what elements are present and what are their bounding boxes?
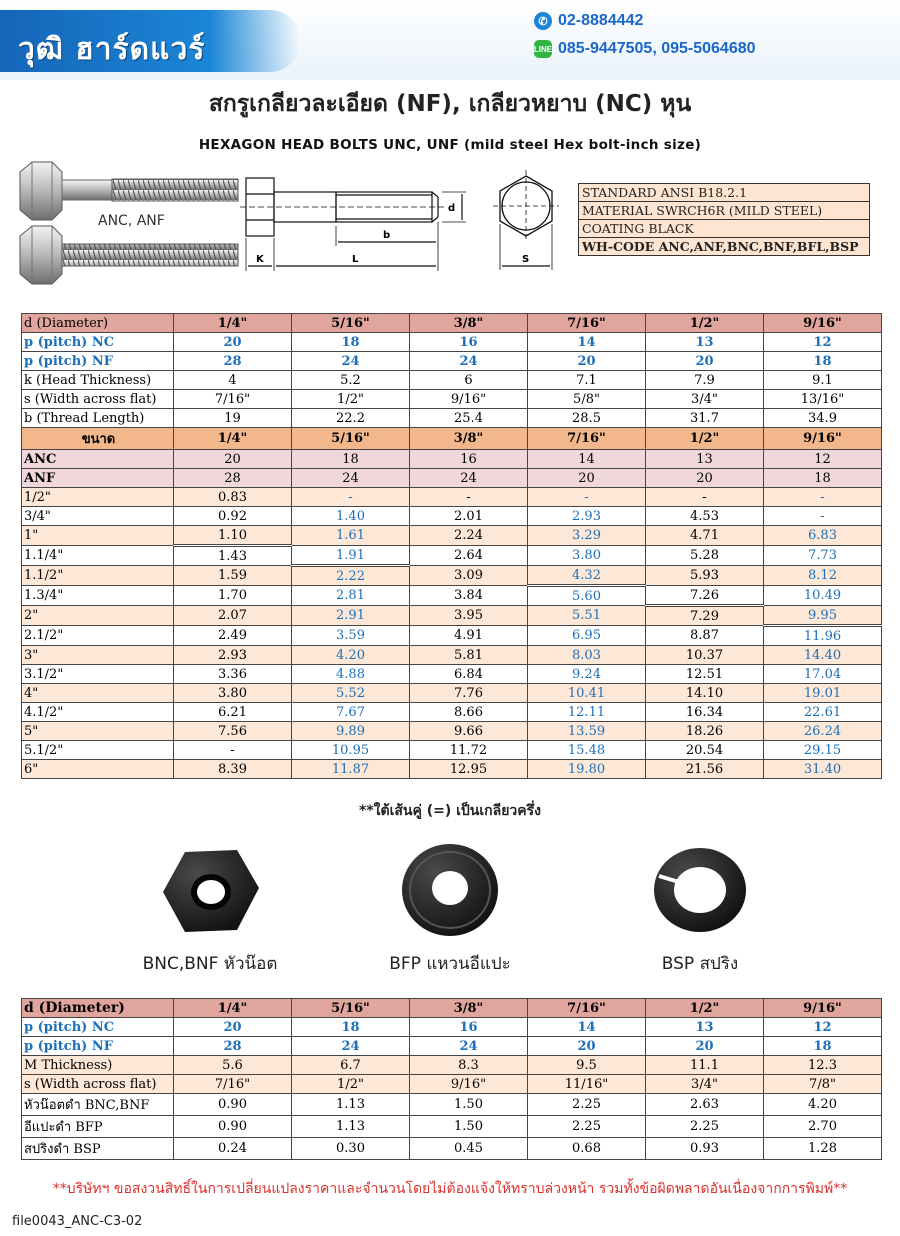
- length-row-cell: 1.91: [292, 546, 410, 566]
- length-row-cell: -: [528, 488, 646, 507]
- pitch-nc-row-cell: 16: [410, 333, 528, 352]
- pitch-nf-row-cell: 20: [646, 352, 764, 371]
- pitch-nf-row-cell: 28: [174, 352, 292, 371]
- length-row-cell: 7.67: [292, 703, 410, 722]
- m-thickness-row-cell: 9.5: [528, 1056, 646, 1075]
- spring-price-row-cell: 0.68: [528, 1138, 646, 1160]
- length-row-cell: -: [764, 507, 882, 526]
- diameter-row: [22, 314, 882, 333]
- thread-length-row-label: b (Thread Length): [22, 409, 174, 428]
- length-row-cell: 7.26: [646, 586, 764, 606]
- anc-row-cell: 16: [410, 450, 528, 469]
- thread-length-row-cell: 34.9: [764, 409, 882, 428]
- m-thickness-row-label: M Thickness): [22, 1056, 174, 1075]
- length-row: [22, 760, 882, 779]
- length-row-label: 1.1/2": [22, 566, 174, 586]
- washer-price-row-label: อีแปะดำ BFP: [22, 1116, 174, 1138]
- length-row-label: 1.3/4": [22, 586, 174, 606]
- length-row-cell: 2.93: [528, 507, 646, 526]
- length-row-cell: 7.76: [410, 684, 528, 703]
- length-row-cell: 10.41: [528, 684, 646, 703]
- file-tag: file0043_ANC-C3-02: [12, 1214, 143, 1229]
- diameter-row-cell: 1/4": [174, 314, 292, 333]
- length-row-cell: 14.40: [764, 646, 882, 665]
- length-row: [22, 586, 882, 606]
- dim-label-k: K: [256, 254, 264, 265]
- length-row-label: 1": [22, 526, 174, 546]
- washer-price-row-cell: 2.25: [646, 1116, 764, 1138]
- diameter-row-cell: 7/16": [528, 314, 646, 333]
- pitch-nf-row-cell: 18: [764, 352, 882, 371]
- spring-price-row-cell: 0.30: [292, 1138, 410, 1160]
- length-row-cell: 6.84: [410, 665, 528, 684]
- length-row: [22, 526, 882, 546]
- length-row-cell: 3.09: [410, 566, 528, 586]
- anc-row-cell: 12: [764, 450, 882, 469]
- length-row-cell: 17.04: [764, 665, 882, 684]
- length-row-cell: 2.91: [292, 606, 410, 626]
- spring-price-row-cell: 0.45: [410, 1138, 528, 1160]
- brand-logo: [0, 10, 300, 72]
- size-header-row-cell: 3/8": [410, 428, 528, 450]
- thread-length-row-cell: 19: [174, 409, 292, 428]
- spring-washer-photo: [645, 840, 755, 940]
- length-row-label: 6": [22, 760, 174, 779]
- width-across-flat-row-cell: 13/16": [764, 390, 882, 409]
- length-row-cell: 11.96: [764, 626, 882, 646]
- m-thickness-row-cell: 5.6: [174, 1056, 292, 1075]
- pitch-nf-row-2-cell: 24: [292, 1037, 410, 1056]
- length-row-cell: 26.24: [764, 722, 882, 741]
- length-row-cell: 5.52: [292, 684, 410, 703]
- nut-photo: [155, 840, 265, 940]
- width-across-flat-row-2-cell: 9/16": [410, 1075, 528, 1094]
- diameter-row-2-cell: 1/4": [174, 999, 292, 1018]
- thread-length-row-cell: 28.5: [528, 409, 646, 428]
- pitch-nf-row-2-cell: 18: [764, 1037, 882, 1056]
- anc-row: [22, 450, 882, 469]
- spec-wh-code: WH-CODE ANC,ANF,BNC,BNF,BFL,BSP: [579, 238, 870, 256]
- washer-price-row-cell: 2.70: [764, 1116, 882, 1138]
- length-row-cell: 1.10: [174, 526, 292, 546]
- line-app-icon: LINE: [534, 40, 552, 58]
- length-row-cell: 10.37: [646, 646, 764, 665]
- nut-price-row-cell: 1.13: [292, 1094, 410, 1116]
- length-row-cell: 8.87: [646, 626, 764, 646]
- anc-row-cell: 18: [292, 450, 410, 469]
- length-row-cell: 20.54: [646, 741, 764, 760]
- length-row-cell: 6.95: [528, 626, 646, 646]
- length-row-cell: -: [764, 488, 882, 507]
- pitch-nf-row-label: p (pitch) NF: [22, 352, 174, 371]
- line-number: 085-9447505, 095-5064680: [558, 40, 756, 57]
- pitch-nf-row-cell: 20: [528, 352, 646, 371]
- length-row: [22, 488, 882, 507]
- diameter-row-cell: 1/2": [646, 314, 764, 333]
- length-row-cell: 14.10: [646, 684, 764, 703]
- pitch-nc-row-cell: 18: [292, 333, 410, 352]
- length-row-cell: 31.40: [764, 760, 882, 779]
- anc-row-cell: 13: [646, 450, 764, 469]
- m-thickness-row-cell: 8.3: [410, 1056, 528, 1075]
- pitch-nf-row-2-cell: 20: [646, 1037, 764, 1056]
- length-row: [22, 626, 882, 646]
- page-title: สกรูเกลียวละเอียด (NF), เกลียวหยาบ (NC) หุน: [208, 91, 692, 117]
- pitch-nc-row-cell: 12: [764, 333, 882, 352]
- m-thickness-row-cell: 12.3: [764, 1056, 882, 1075]
- size-header-row-cell: 1/2": [646, 428, 764, 450]
- anf-row: [22, 469, 882, 488]
- spring-price-row-label: สปริงดำ BSP: [22, 1138, 174, 1160]
- phone-number: 02-8884442: [558, 12, 644, 29]
- diameter-row-cell: 5/16": [292, 314, 410, 333]
- width-across-flat-row-cell: 9/16": [410, 390, 528, 409]
- pitch-nc-row: [22, 333, 882, 352]
- length-row-cell: 4.32: [528, 566, 646, 586]
- length-row-cell: 1.59: [174, 566, 292, 586]
- washer-price-row-cell: 1.13: [292, 1116, 410, 1138]
- pitch-nc-row-2-cell: 14: [528, 1018, 646, 1037]
- diameter-row-cell: 9/16": [764, 314, 882, 333]
- length-row-cell: 2.01: [410, 507, 528, 526]
- length-row: [22, 566, 882, 586]
- spec-standard: STANDARD ANSI B18.2.1: [579, 184, 870, 202]
- length-row-cell: 12.11: [528, 703, 646, 722]
- length-row: [22, 703, 882, 722]
- width-across-flat-row-label: s (Width across flat): [22, 390, 174, 409]
- length-row-cell: 4.71: [646, 526, 764, 546]
- anf-row-cell: 20: [528, 469, 646, 488]
- head-thickness-row-cell: 7.9: [646, 371, 764, 390]
- length-row-cell: 7.73: [764, 546, 882, 566]
- brand-name: วุฒิ ฮาร์ดแวร์: [18, 32, 206, 67]
- length-row-label: 2.1/2": [22, 626, 174, 646]
- length-row-cell: 7.56: [174, 722, 292, 741]
- washer-price-row-cell: 1.50: [410, 1116, 528, 1138]
- pitch-nf-row-2: [22, 1037, 882, 1056]
- product-washer: [360, 840, 540, 977]
- width-across-flat-row-2: [22, 1075, 882, 1094]
- anf-row-cell: 20: [646, 469, 764, 488]
- length-row-cell: 3.95: [410, 606, 528, 626]
- length-row-cell: 22.61: [764, 703, 882, 722]
- length-row-cell: -: [174, 741, 292, 760]
- anf-row-cell: 24: [292, 469, 410, 488]
- head-thickness-row-cell: 6: [410, 371, 528, 390]
- length-row-label: 3.1/2": [22, 665, 174, 684]
- length-row: [22, 507, 882, 526]
- diameter-row-cell: 3/8": [410, 314, 528, 333]
- length-row-cell: 6.83: [764, 526, 882, 546]
- size-header-row-label: ขนาด: [22, 428, 174, 450]
- width-across-flat-row-2-label: s (Width across flat): [22, 1075, 174, 1094]
- width-across-flat-row-cell: 3/4": [646, 390, 764, 409]
- length-row-cell: 3.29: [528, 526, 646, 546]
- size-header-row-cell: 9/16": [764, 428, 882, 450]
- pitch-nc-row-label: p (pitch) NC: [22, 333, 174, 352]
- length-row-cell: 19.80: [528, 760, 646, 779]
- m-thickness-row: [22, 1056, 882, 1075]
- length-row-cell: 21.56: [646, 760, 764, 779]
- spring-price-row: [22, 1138, 882, 1160]
- washer-photo: [395, 840, 505, 940]
- length-row-label: 5.1/2": [22, 741, 174, 760]
- length-row: [22, 646, 882, 665]
- bolt-caption: ANC, ANF: [98, 213, 165, 229]
- size-header-row-cell: 5/16": [292, 428, 410, 450]
- length-row-cell: 10.95: [292, 741, 410, 760]
- bolt-top: [20, 162, 238, 220]
- m-thickness-row-cell: 6.7: [292, 1056, 410, 1075]
- length-row-cell: 0.92: [174, 507, 292, 526]
- length-row-cell: 8.39: [174, 760, 292, 779]
- pitch-nc-row-2-cell: 20: [174, 1018, 292, 1037]
- length-row-cell: 2.81: [292, 586, 410, 606]
- length-row-cell: 4.20: [292, 646, 410, 665]
- pitch-nf-row: [22, 352, 882, 371]
- length-row-cell: 3.84: [410, 586, 528, 606]
- length-row-cell: 5.28: [646, 546, 764, 566]
- length-row-cell: 19.01: [764, 684, 882, 703]
- length-row-label: 4": [22, 684, 174, 703]
- washer-price-row-cell: 0.90: [174, 1116, 292, 1138]
- phone-icon: ✆: [534, 12, 552, 30]
- length-row: [22, 665, 882, 684]
- pitch-nf-row-cell: 24: [292, 352, 410, 371]
- spec-box: [578, 183, 870, 256]
- nut-price-row-cell: 2.25: [528, 1094, 646, 1116]
- diameter-row-2-label: d (Diameter): [22, 999, 174, 1018]
- length-row-cell: 9.24: [528, 665, 646, 684]
- dim-label-d: d: [448, 203, 456, 214]
- length-row-cell: 1.40: [292, 507, 410, 526]
- length-row-cell: 4.91: [410, 626, 528, 646]
- pitch-nc-row-cell: 14: [528, 333, 646, 352]
- length-row-cell: 9.89: [292, 722, 410, 741]
- size-header-row-cell: 1/4": [174, 428, 292, 450]
- dim-label-l: L: [352, 254, 359, 265]
- anc-row-cell: 14: [528, 450, 646, 469]
- spring-price-row-cell: 0.24: [174, 1138, 292, 1160]
- head-thickness-row-cell: 5.2: [292, 371, 410, 390]
- pitch-nc-row-cell: 13: [646, 333, 764, 352]
- nut-price-row: [22, 1094, 882, 1116]
- nut-price-row-cell: 1.50: [410, 1094, 528, 1116]
- length-row-cell: 2.93: [174, 646, 292, 665]
- length-row: [22, 684, 882, 703]
- nut-price-row-cell: 4.20: [764, 1094, 882, 1116]
- pitch-nc-row-2-cell: 12: [764, 1018, 882, 1037]
- line-contact: [534, 40, 756, 58]
- length-row-cell: 8.12: [764, 566, 882, 586]
- length-row-cell: 10.49: [764, 586, 882, 606]
- spring-price-row-cell: 1.28: [764, 1138, 882, 1160]
- width-across-flat-row-2-cell: 7/8": [764, 1075, 882, 1094]
- anf-row-label: ANF: [22, 469, 174, 488]
- dim-label-s: S: [522, 254, 530, 265]
- length-row: [22, 741, 882, 760]
- length-row-cell: 13.59: [528, 722, 646, 741]
- length-row-cell: 16.34: [646, 703, 764, 722]
- nut-price-row-label: หัวน๊อตดำ BNC,BNF: [22, 1094, 174, 1116]
- hex-head-diagram: [485, 168, 567, 278]
- length-row-cell: 5.60: [528, 586, 646, 606]
- length-row-cell: 1.61: [292, 526, 410, 546]
- page-subtitle: HEXAGON HEAD BOLTS UNC, UNF (mild steel Hex bolt-inch size): [198, 137, 702, 153]
- length-row-cell: 4.53: [646, 507, 764, 526]
- dim-label-b: b: [383, 230, 391, 241]
- length-row-cell: 2.22: [292, 566, 410, 586]
- length-row-cell: -: [410, 488, 528, 507]
- length-row-cell: 2.49: [174, 626, 292, 646]
- length-row-cell: -: [292, 488, 410, 507]
- diameter-row-2-cell: 3/8": [410, 999, 528, 1018]
- diameter-row-2: [22, 999, 882, 1018]
- length-row-cell: 2.24: [410, 526, 528, 546]
- product-nut: [110, 840, 310, 977]
- length-row-cell: 2.64: [410, 546, 528, 566]
- pitch-nf-row-2-label: p (pitch) NF: [22, 1037, 174, 1056]
- diameter-row-2-cell: 1/2": [646, 999, 764, 1018]
- length-row-cell: 7.29: [646, 606, 764, 626]
- length-row-cell: 12.95: [410, 760, 528, 779]
- product-spring: [610, 840, 790, 977]
- width-across-flat-row-2-cell: 1/2": [292, 1075, 410, 1094]
- width-across-flat-row-cell: 1/2": [292, 390, 410, 409]
- length-row-cell: -: [646, 488, 764, 507]
- length-row-label: 1/2": [22, 488, 174, 507]
- footer-disclaimer: **บริษัทฯ ขอสงวนสิทธิ์ในการเปลี่ยนแปลงราคาและจำนวนโดยไม่ต้องแจ้งให้ทราบล่วงหน้า รวมทั้งข้อผิดพลาดอันเนื่องจากการพิมพ์**: [52, 1181, 848, 1197]
- length-row-cell: 18.26: [646, 722, 764, 741]
- length-row-cell: 1.70: [174, 586, 292, 606]
- length-row-label: 3/4": [22, 507, 174, 526]
- length-row-cell: 6.21: [174, 703, 292, 722]
- bolt-dimension-diagram: [240, 166, 472, 281]
- length-row-cell: 11.87: [292, 760, 410, 779]
- length-row-cell: 8.66: [410, 703, 528, 722]
- product-nut-caption: BNC,BNF หัวน๊อต: [142, 954, 278, 974]
- length-row-cell: 2.07: [174, 606, 292, 626]
- size-header-row: [22, 428, 882, 450]
- length-row-cell: 15.48: [528, 741, 646, 760]
- phone-contact: [534, 12, 643, 30]
- size-header-row-cell: 7/16": [528, 428, 646, 450]
- length-row-label: 4.1/2": [22, 703, 174, 722]
- thread-length-row-cell: 31.7: [646, 409, 764, 428]
- width-across-flat-row-cell: 5/8": [528, 390, 646, 409]
- spec-material: MATERIAL SWRCH6R (MILD STEEL): [579, 202, 870, 220]
- width-across-flat-row-2-cell: 7/16": [174, 1075, 292, 1094]
- pitch-nf-row-2-cell: 24: [410, 1037, 528, 1056]
- length-row-label: 3": [22, 646, 174, 665]
- width-across-flat-row-2-cell: 11/16": [528, 1075, 646, 1094]
- m-thickness-row-cell: 11.1: [646, 1056, 764, 1075]
- width-across-flat-row: [22, 390, 882, 409]
- length-row-cell: 9.66: [410, 722, 528, 741]
- half-thread-note: **ใต้เส้นคู่ (=) เป็นเกลียวครึ่ง: [359, 803, 541, 819]
- length-row-cell: 11.72: [410, 741, 528, 760]
- head-thickness-row: [22, 371, 882, 390]
- spring-price-row-cell: 0.93: [646, 1138, 764, 1160]
- washer-price-row-cell: 2.25: [528, 1116, 646, 1138]
- length-row: [22, 546, 882, 566]
- length-row-label: 2": [22, 606, 174, 626]
- length-row-cell: 4.88: [292, 665, 410, 684]
- thread-length-row-cell: 22.2: [292, 409, 410, 428]
- thread-length-row-cell: 25.4: [410, 409, 528, 428]
- diameter-row-2-cell: 5/16": [292, 999, 410, 1018]
- washer-price-row: [22, 1116, 882, 1138]
- anc-row-label: ANC: [22, 450, 174, 469]
- bolt-bottom: [20, 226, 238, 284]
- product-washer-caption: BFP แหวนอีแปะ: [389, 954, 511, 974]
- pitch-nc-row-2-label: p (pitch) NC: [22, 1018, 174, 1037]
- head-thickness-row-label: k (Head Thickness): [22, 371, 174, 390]
- head-thickness-row-cell: 4: [174, 371, 292, 390]
- nut-price-row-cell: 0.90: [174, 1094, 292, 1116]
- pitch-nc-row-2: [22, 1018, 882, 1037]
- head-thickness-row-cell: 9.1: [764, 371, 882, 390]
- width-across-flat-row-cell: 7/16": [174, 390, 292, 409]
- length-row-cell: 3.36: [174, 665, 292, 684]
- length-row-cell: 3.59: [292, 626, 410, 646]
- pitch-nc-row-2-cell: 18: [292, 1018, 410, 1037]
- diameter-row-2-cell: 9/16": [764, 999, 882, 1018]
- diameter-row-label: d (Diameter): [22, 314, 174, 333]
- length-row-cell: 0.83: [174, 488, 292, 507]
- pitch-nf-row-2-cell: 28: [174, 1037, 292, 1056]
- pitch-nf-row-2-cell: 20: [528, 1037, 646, 1056]
- pitch-nf-row-cell: 24: [410, 352, 528, 371]
- length-row-cell: 5.51: [528, 606, 646, 626]
- length-row-cell: 29.15: [764, 741, 882, 760]
- anf-row-cell: 24: [410, 469, 528, 488]
- length-row-cell: 3.80: [174, 684, 292, 703]
- length-row-cell: 5.81: [410, 646, 528, 665]
- product-spring-caption: BSP สปริง: [661, 954, 739, 974]
- pitch-nc-row-2-cell: 16: [410, 1018, 528, 1037]
- nut-washer-price-table: [21, 998, 882, 1160]
- head-thickness-row-cell: 7.1: [528, 371, 646, 390]
- length-row-cell: 3.80: [528, 546, 646, 566]
- pitch-nc-row-cell: 20: [174, 333, 292, 352]
- anf-row-cell: 18: [764, 469, 882, 488]
- diameter-row-2-cell: 7/16": [528, 999, 646, 1018]
- nut-price-row-cell: 2.63: [646, 1094, 764, 1116]
- bolt-price-table: [21, 313, 882, 779]
- length-row-label: 1.1/4": [22, 546, 174, 566]
- pitch-nc-row-2-cell: 13: [646, 1018, 764, 1037]
- length-row-cell: 9.95: [764, 606, 882, 626]
- length-row-label: 5": [22, 722, 174, 741]
- spec-coating: COATING BLACK: [579, 220, 870, 238]
- length-row: [22, 722, 882, 741]
- length-row-cell: 1.43: [174, 546, 292, 566]
- length-row-cell: 12.51: [646, 665, 764, 684]
- length-row-cell: 8.03: [528, 646, 646, 665]
- width-across-flat-row-2-cell: 3/4": [646, 1075, 764, 1094]
- anf-row-cell: 28: [174, 469, 292, 488]
- length-row: [22, 606, 882, 626]
- thread-length-row: [22, 409, 882, 428]
- anc-row-cell: 20: [174, 450, 292, 469]
- length-row-cell: 5.93: [646, 566, 764, 586]
